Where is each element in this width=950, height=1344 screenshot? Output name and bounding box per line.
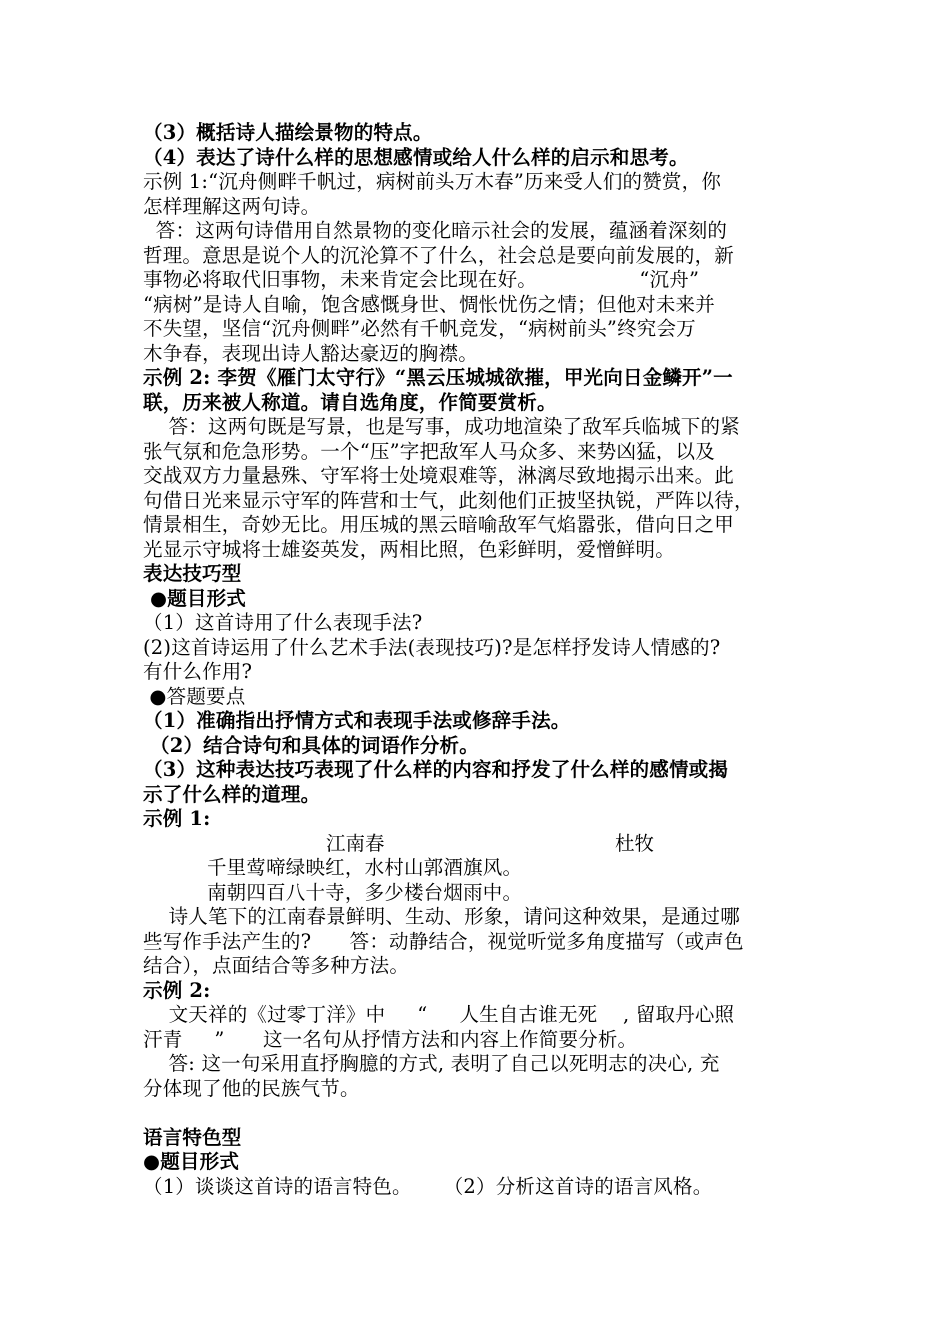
text-line: 联，历来被人称道。请自选角度，作简要赏析。 [143, 390, 557, 414]
text-line: 情景相生，奇妙无比。用压城的黑云暗喻敌军气焰嚣张，借向日之甲 [143, 513, 735, 536]
document-body [143, 121, 813, 1199]
text-line: 光显示守城将士雄姿英发，两相比照，色彩鲜明，爱憎鲜明。 [143, 537, 675, 561]
text-line: （1）谈谈这首诗的语言特色。 （2）分析这首诗的语言风格。 [143, 1174, 713, 1198]
text-line: 示了什么样的道理。 [143, 782, 321, 806]
text-line: （1）这首诗用了什么表现手法? [143, 611, 423, 634]
text-line: （4）表达了诗什么样的思想感情或给人什么样的启示和思考。 [143, 145, 689, 169]
text-line: （3）概括诗人描绘景物的特点。 [143, 121, 433, 144]
text-line: 些写作手法产生的? 答：动静结合，视觉听觉多角度描写（或声色 [143, 929, 744, 953]
text-line: 分体现了他的民族气节。 [143, 1076, 360, 1100]
example-heading-line: 示例 2: [143, 978, 211, 1002]
text-line: (2)这首诗运用了什么艺术手法(表现技巧)?是怎样抒发诗人情感的? [143, 635, 721, 659]
text-line: 诗人笔下的江南春景鲜明、生动、形象，请问这种效果，是通过哪 [143, 905, 740, 928]
poem-author: 杜牧 [615, 831, 655, 855]
blank-line [143, 1101, 813, 1126]
text-line: 怎样理解这两句诗。 [143, 194, 321, 218]
answer-line: 答：这两句诗借用自然景物的变化暗示社会的发展，蕴涵着深刻的 [143, 219, 728, 242]
text-line: 事物必将取代旧事物，未来肯定会比现在好。 “沉舟” [143, 268, 700, 291]
poem-line: 南朝四百八十寺，多少楼台烟雨中。 [143, 880, 523, 904]
text-line: 汗青 ” 这一名句从抒情方法和内容上作简要分析。 [143, 1027, 638, 1051]
subsection-heading: ●题目形式 [143, 1150, 240, 1173]
text-line: 哲理。意思是说个人的沉沦算不了什么，社会总是要向前发展的，新 [143, 243, 735, 267]
text-line: 句借日光来显示守军的阵营和士气，此刻他们正披坚执锐，严阵以待， [143, 488, 754, 512]
subsection-heading: ●题目形式 [143, 586, 247, 610]
text-line: “病树”是诗人自喻，饱含感慨身世、惆怅忧伤之情；但他对未来并 [143, 292, 715, 316]
example-heading-line: 示例 2: 李贺《雁门太守行》“黑云压城城欲摧，甲光向日金鳞开”一 [143, 366, 733, 389]
subsection-heading: ●答题要点 [143, 684, 246, 708]
poem-line: 千里莺啼绿映红，水村山郭酒旗风。 [143, 856, 523, 879]
text-line: 文天祥的《过零丁洋》中 “ 人生自古谁无死 , 留取丹心照 [143, 1003, 735, 1026]
text-line: 有什么作用? [143, 660, 253, 683]
poem-title-line [143, 832, 813, 857]
text-line: 张气氛和危急形势。一个“压”字把敌军人马众多、来势凶猛，以及 [143, 439, 715, 463]
text-line: 交战双方力量悬殊、守军将士处境艰难等，淋漓尽致地揭示出来。此 [143, 464, 735, 487]
answer-line: 答: 这一句采用直抒胸臆的方式, 表明了自己以死明志的决心, 充 [143, 1052, 720, 1075]
text-line: 不失望，坚信“沉舟侧畔”必然有千帆竞发，“病树前头”终究会万 [143, 317, 696, 340]
example-heading-line: 示例 1: [143, 807, 211, 830]
text-line: 木争春，表现出诗人豁达豪迈的胸襟。 [143, 341, 478, 365]
poem-title: 江南春 [326, 831, 385, 855]
text-line: （3）这种表达技巧表现了什么样的内容和抒发了什么样的感情或揭 [143, 758, 729, 781]
example-heading-line: 示例 1:“沉舟侧畔千帆过，病树前头万木春”历来受人们的赞赏，你 [143, 170, 722, 193]
text-line: 结合），点面结合等多种方法。 [143, 954, 410, 977]
text-line: （2）结合诗句和具体的词语作分析。 [143, 733, 479, 757]
section-heading: 表达技巧型 [143, 562, 242, 585]
section-heading: 语言特色型 [143, 1125, 242, 1149]
text-line: （1）准确指出抒情方式和表现手法或修辞手法。 [143, 709, 571, 732]
answer-line: 答：这两句既是写景，也是写事，成功地渲染了敌军兵临城下的紧 [143, 415, 740, 438]
